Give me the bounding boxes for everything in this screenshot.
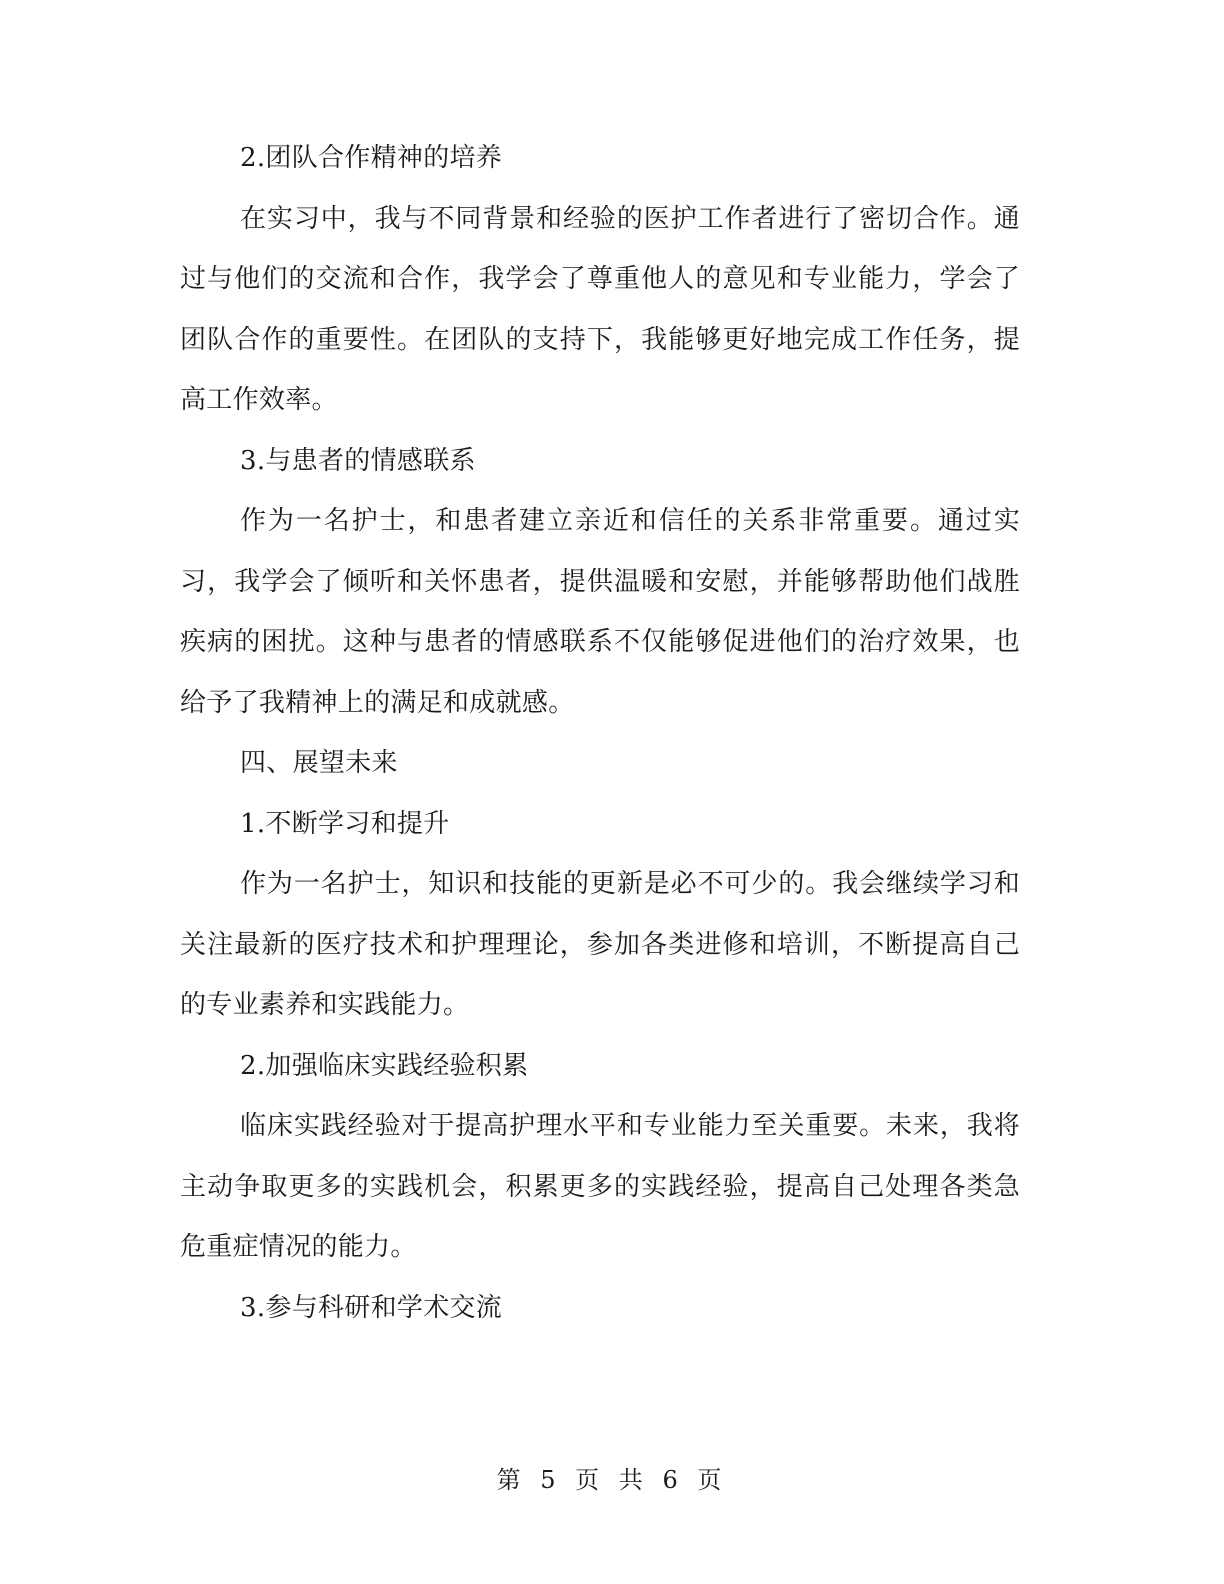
section-heading-patient-connection: 3.与患者的情感联系 [240,445,476,476]
section-heading-teamwork: 2.团队合作精神的培养 [240,143,503,173]
paragraph-continuous-learning: 作为一名护士，知识和技能的更新是必不可少的。我会继续学习和关注最新的医疗技术和护理理论，参加各类进修和培训，不断提高自己的专业素养和实践能力。 [180,869,1020,1020]
section-heading-outlook: 四、展望未来 [240,748,398,778]
page-number-footer: 第 5 页 共 6 页 [496,1466,728,1494]
section-heading-research: 3.参与科研和学术交流 [240,1292,503,1323]
section-heading-clinical-practice: 2.加强临床实践经验积累 [240,1050,529,1081]
paragraph-patient-connection: 作为一名护士，和患者建立亲近和信任的关系非常重要。通过实习，我学会了倾听和关怀患者，提供温暖和安慰，并能够帮助他们战胜疾病的困扰。这种与患者的情感联系不仅能够促进他们的治疗效果，也给予了我精神上的满足和成就感。 [180,506,1020,718]
document-body [180,128,1020,1338]
section-heading-continuous-learning: 1.不断学习和提升 [240,808,450,839]
paragraph-clinical-practice: 临床实践经验对于提高护理水平和专业能力至关重要。未来，我将主动争取更多的实践机会，积累更多的实践经验，提高自己处理各类急危重症情况的能力。 [180,1111,1020,1262]
paragraph-teamwork: 在实习中，我与不同背景和经验的医护工作者进行了密切合作。通过与他们的交流和合作，我学会了尊重他人的意见和专业能力，学会了团队合作的重要性。在团队的支持下，我能够更好地完成工作任务，提高工作效率。 [180,203,1020,415]
